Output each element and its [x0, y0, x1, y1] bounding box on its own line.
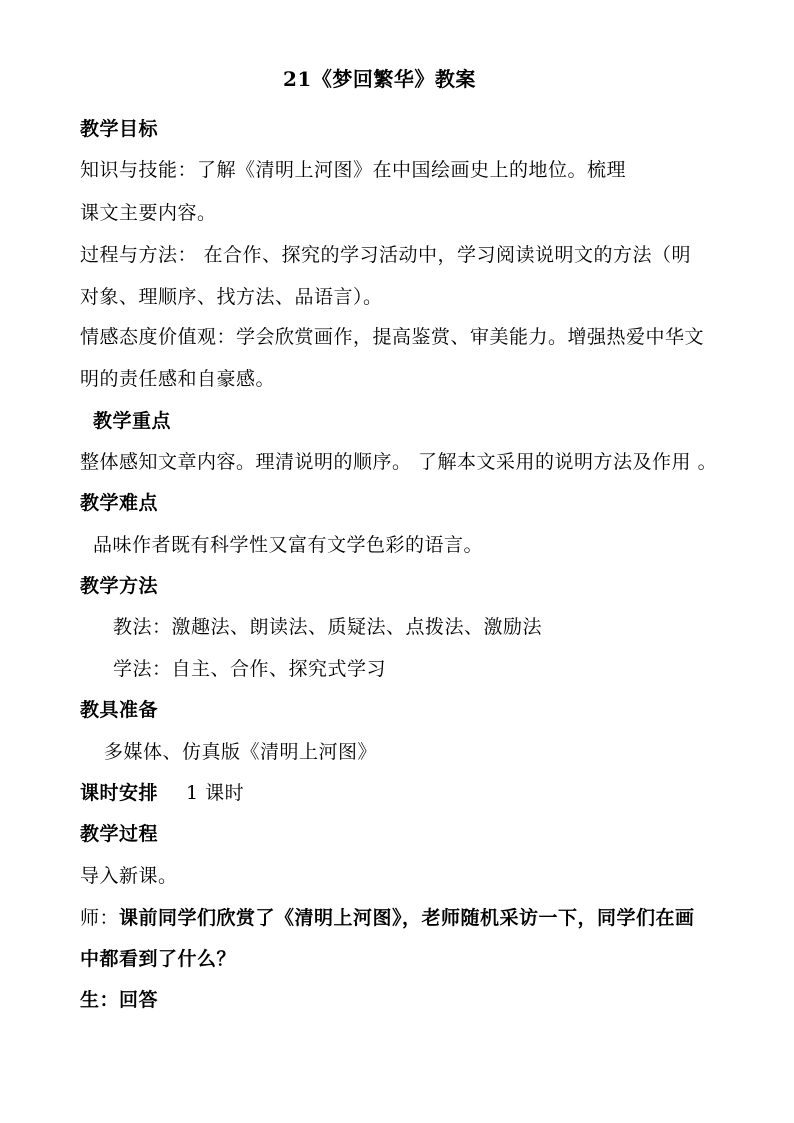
teacher-question: 课前同学们欣赏了《清明上河图》，老师随机采访一下，同学们在画	[119, 907, 695, 929]
process-line-2: 对象、理顺序、找方法、品语言）。	[80, 286, 383, 308]
emotion-line-1: 情感态度价值观：学会欣赏画作，提高鉴赏、审美能力。增强热爱中华文	[80, 326, 705, 348]
key-points-text: 整体感知文章内容。理清说明的顺序。 了解本文采用的说明方法及作用 。	[80, 451, 718, 473]
materials-text: 多媒体、仿真版《清明上河图》	[104, 741, 378, 763]
teacher-line-2: 中都看到了什么？	[80, 948, 237, 970]
procedure-heading: 教学过程	[80, 823, 159, 845]
key-points-heading: 教学重点	[93, 410, 172, 432]
process-line-1: 过程与方法： 在合作、探究的学习活动中，学习阅读说明文的方法（明	[80, 244, 692, 266]
procedure-intro: 导入新课。	[80, 865, 178, 887]
objectives-heading: 教学目标	[80, 118, 159, 140]
teacher-label: 师：	[80, 907, 120, 929]
difficulties-text: 品味作者既有科学性又富有文学色彩的语言。	[93, 534, 484, 556]
materials-heading: 教具准备	[80, 699, 159, 721]
teacher-line-1	[80, 906, 695, 930]
student-answer: 生：回答	[80, 989, 159, 1011]
methods-heading: 教学方法	[80, 575, 159, 597]
knowledge-line-2: 课文主要内容。	[80, 202, 217, 224]
document-title: 21《梦回繁华》教案	[283, 67, 476, 91]
difficulties-heading: 教学难点	[80, 492, 159, 514]
schedule-text: 1 课时	[186, 782, 245, 804]
schedule-heading: 课时安排	[80, 782, 159, 804]
knowledge-line-1: 知识与技能：了解《清明上河图》在中国绘画史上的地位。梳理	[80, 159, 627, 181]
teaching-method: 教法：激趣法、朗读法、质疑法、点拨法、激励法	[113, 616, 543, 638]
emotion-line-2: 明的责任感和自豪感。	[80, 368, 276, 390]
learning-method: 学法：自主、合作、探究式学习	[113, 658, 387, 680]
